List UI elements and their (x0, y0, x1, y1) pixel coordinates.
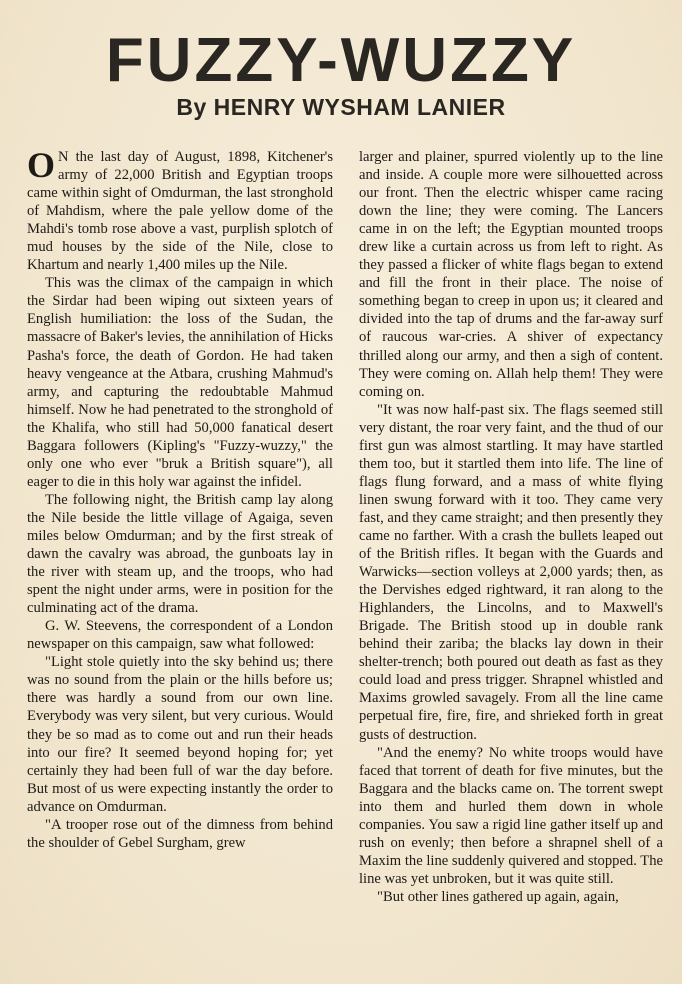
paragraph: "Light stole quietly into the sky behind us; there was no sound from the plain or the hills before us; there was hardly a sound from our own line. Everybody was very silent, but very curious. Would they be so mad as to come out and run their heads into our fire? It seemed beyond hoping for; yet certainly they had been full of war the day before. But most of us were expecting instantly the order to advance on Omdurman. (27, 654, 333, 815)
paragraph: The following night, the British camp lay along the Nile beside the little village of Agaiga, seven miles below Omdurman; and by the first streak of dawn the cavalry was abroad, the gunboats lay in the river with steam up, and the troops, who had spent the night under arms, were in position for the culminating act of the drama. (27, 491, 333, 617)
column-left (27, 145, 333, 852)
paragraph: "And the enemy? No white troops would have faced that torrent of death for five minutes, but the Baggara and the blacks came on. The torrent swept into them and hurled them down in whole companies. You saw a rigid line gather itself up and rush on evenly; then before a shrapnel shell of a Maxim the line suddenly quivered and stopped. The line was yet unbroken, but it was quite still. (359, 744, 663, 887)
drop-cap: O (27, 145, 56, 185)
paragraph: O N the last day of August, 1898, Kitchener's army of 22,000 British and Egyptian troops came within sight of Omdurman, the last stronghold of Mahdism, where the pale yellow dome of the Mahdi's tomb rose above a vast, purplish splotch of mud houses by the side of the Nile, close to Khartum and nearly 1,400 miles up the Nile. (27, 145, 333, 274)
paragraph: larger and plainer, spurred violently up to the line and inside. A couple more were silhouetted across our front. Then the electric whisper came racing down the line; they were coming. The Lancers came in on the left; the Egyptian mounted troops drew like a curtain across us from left to right. As they passed a flicker of white flags began to extend and fill the front in their place. The noise of something began to creep in upon us; it cleared and divided into the tap of drums and the far-away surf of raucous war-cries. A shiver of expectancy thrilled along our army, and then a sigh of content. They were coming on. Allah help them! They were coming on. (359, 149, 663, 400)
article-title: FUZZY-WUZZY (105, 26, 577, 95)
paragraph: "A trooper rose out of the dimness from behind the shoulder of Gebel Surgham, grew (27, 816, 333, 851)
paragraph: G. W. Steevens, the correspondent of a London newspaper on this campaign, saw what followed: (27, 618, 333, 653)
paragraph: "It was now half-past six. The flags seemed still very distant, the roar very faint, and the thud of our first gun was almost startling. It may have startled them too, but it startled them into life. The line of flags flung forward, and a mass of white flying linen swung forward with it too. They came very fast, and they came straight; and then presently they came no farther. With a crash the bullets leaped out of the British rifles. It began with the Guards and Warwicks—section volleys at 2,000 yards; then, as the Dervishes edged rightward, it ran along to the Highlanders, the Lincolns, and to Maxwell's Brigade. The British stood up in double rank behind their zariba; the blacks lay down in their shelter-trench; both poured out death as fast as they could load and press trigger. Shrapnel whistled and Maxims growled savagely. From all the line came perpetual fire, fire, fire, and shrieked forth in great gusts of destruction. (359, 401, 663, 743)
column-right (359, 148, 663, 906)
byline: By HENRY WYSHAM LANIER (176, 94, 506, 120)
paragraph: "But other lines gathered up again, again, (377, 888, 619, 905)
paragraph: This was the climax of the campaign in which the Sirdar had been wiping out sixteen years of English humiliation: the loss of the Sudan, the massacre of Baker's levies, the annihilation of Hicks Pasha's force, the death of Gordon. He had taken heavy vengeance at the Atbara, crushing Mahmud's army, and capturing the redoubtable Mahmud himself. Now he had penetrated to the stronghold of the Khalifa, who still had 50,000 fanatical desert Baggara followers (Kipling's "Fuzzy-wuzzy," the only one who ever "bruk a British square"), all eager to die in this holy war against the infidel. (27, 275, 333, 490)
